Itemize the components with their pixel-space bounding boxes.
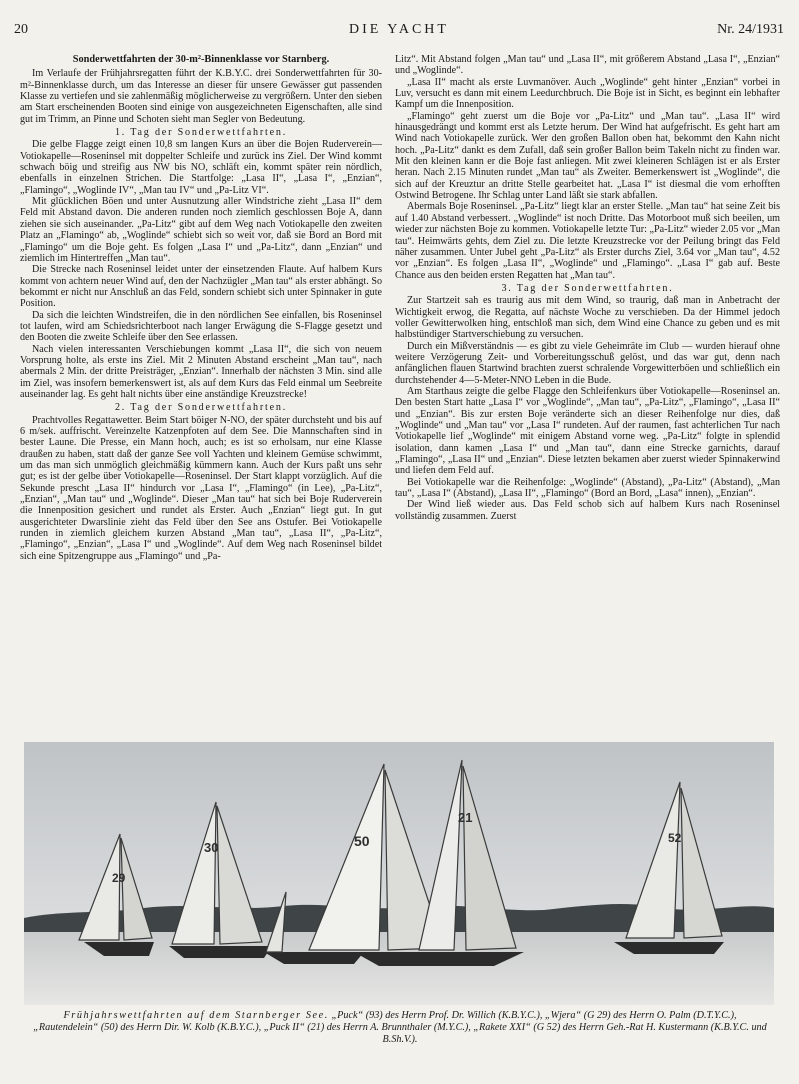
regatta-photo xyxy=(24,742,774,1005)
paragraph: Am Starthaus zeigte die gelbe Flagge den Schleifenkurs über Votiokapelle—Roseninsel an. Den besten Start hatte „Lasa I“ vor „Woglinde“, „Man tau“, „Pa-Litz“, „Flamingo“, „Lasa II“ und „Enzian“. Bis zur ersten Boje veränderte sich an dieser Reihenfolge nur dies, daß „Woglinde“ und „Man tau“ vor „Lasa I“ rundeten. Auf der raumen, fast achterlichen Tur nach Votiokapelle lief „Woglinde“ mit einigem Abstand vorne weg. „Pa-Litz“ folgte in splendid isolation, dann kamen „Lasa I“ und „Man tau“, dann eine Strecke garnichts, darauf „Flamingo“, „Lasa II“ und „Enzian“. Diese letzten bekamen aber zuerst wieder Spinnakerwind und liefen dem Feld auf. xyxy=(395,385,780,477)
sail-number: 29 xyxy=(112,871,126,885)
section-heading-day-2: 2. Tag der Sonderwettfahrten. xyxy=(114,402,288,414)
caption-lead: Frühjahrswettfahrten auf dem Starnberger See. xyxy=(63,1010,329,1021)
paragraph: „Flamingo“ geht zuerst um die Boje vor „Pa-Litz“ und „Man tau“. „Lasa II“ wird hinausgedrängt und kommt erst als Letzte herum. Der Wind hat aufgefrischt. Es geht hart am Wind nach Votiokapelle zurück. Wer den großen Ballon oben hat, bekommt den Kahn nicht hoch. „Pa-Litz“ dankt es dem Zufall, daß sein großer Ballon beim Takeln nicht zu finden war. Mit den kleinen kann er die Boje fast anliegen. Mit zwei kleineren Schlägen ist er als Erster heran. Nach 2.15 Minuten rundet „Man tau“ als Zweiter. Bemerkenswert ist „Woglinde“, die sich auf der Kreuztur an dritte Stelle gearbeitet hat. „Lasa I“ ist diesmal die vom erhofften Ostwind Betrogene. Ihr Schlag unter Land läßt sie stark abfallen. xyxy=(395,110,780,202)
sail-number: 30 xyxy=(204,840,219,855)
paragraph: Prachtvolles Regattawetter. Beim Start böiger N-NO, der später durchsteht und bis auf 6 m/sek. auffrischt. Vereinzelte Katzenpfoten auf dem See. Die Mannschaften sind in bester Laune. Die Presse, ein Mann hoch, auch; es ist so erholsam, nur eine Klasse draußen zu haben, statt daß der ganze See voll Yachten und kleinem Gemüse schwimmt, um das man sich unmöglich gleichmäßig kümmern kann. Auch der Kurs paßt uns sehr gut; es ist der gelbe über Votiokapelle—Roseninsel. Der Start klappt vorzüglich. Auf die Sekunde prescht „Lasa II“ hindurch vor „Lasa I“, „Flamingo“ (in Lee), „Pa-Litz“, „Enzian“, „Man tau“ und „Woglinde“. Dieser „Man tau“ hat sich bei Boje Ruderverein die Innenposition gesichert und rundet als Erster. Auch „Enzian“ liegt gut. In gut ausgerichteter Dwarslinie zieht das Feld über den See ans Ostufer. Bei Votiokapelle runden in ziemlich gleichem kurzen Abstand „Man tau“, „Lasa II“, „Pa-Litz“, „Flamingo“, „Enzian“, „Lasa I“ und „Woglinde“. Auf dem Weg nach Roseninsel bildet sich eine Spitzengruppe aus „Flamingo“ und „Pa- xyxy=(20,414,382,562)
article-column-left xyxy=(20,54,382,734)
article-title: Sonderwettfahrten der 30-m²-Binnenklasse vor Starnberg. xyxy=(72,54,330,65)
paragraph: Der Wind ließ wieder aus. Das Feld schob sich auf halbem Kurs nach Roseninsel vollständig zusammen. Zuerst xyxy=(395,499,780,522)
paragraph: Die gelbe Flagge zeigt einen 10,8 sm langen Kurs an über die Bojen Rudervereín—Votiokapelle—Roseninsel mit doppelter Schleife und zurück ins Ziel. Der Wind kommt schwach böig und streifig aus NW bis NO, schläft ein, kommt später rein nördlich, ebenfalls in einzelnen Strichen. Die Startfolge: „Lasa II“, „Lasa I“, „Enzian“, „Flamingo“, „Woglinde IV“, „Man tau IV“ und „Pa-Litz VI“. xyxy=(20,139,382,196)
sail-number: 52 xyxy=(668,831,682,845)
paragraph: Litz“. Mit Abstand folgen „Man tau“ und „Lasa II“, mit größerem Abstand „Lasa I“, „Enzian“ und „Woglinde“. xyxy=(395,54,780,77)
sail-number: 50 xyxy=(354,833,370,849)
paragraph: Nach vielen interessanten Verschiebungen kommt „Lasa II“, die sich von neuem Vorsprung holte, als erste ins Ziel. Mit 2 Minuten Abstand erscheint „Man tau“, nach abermals 2 Min. der dritte Preisträger, „Enzian“. Innerhalb der nächsten 3 Min. sind alle im Ziel, was insofern bemerkenswert ist, als auf dem Kurs das Feld einmal um Seebreite auseinander lag. Es geht halt nichts über eine anständige Kreuzstrecke! xyxy=(20,343,382,400)
paragraph: Durch ein Mißverständnis — es gibt zu viele Geheimräte im Club — wurden hierauf ohne weitere Verzögerung Zeit- und Vorbereitungsschuß gelöst, und das war gut, denn nach anfänglichen flauen Startwind brachten zuerst schralende Vorgewitterböen und schließlich ein durchstehender 4—5-Meter-NNO Leben in die Bude. xyxy=(395,340,780,386)
page-number: 20 xyxy=(14,22,28,37)
caption-text: „Puck“ (93) des Herrn Prof. Dr. Willich (K.B.Y.C.), „Wjera“ (G 29) des Herrn O. Palm (D.T.Y.C.), „Rautendelein“ (50) des Herrn Dir. W. Kolb (K.B.Y.C.), „Puck II“ (21) des Herrn A. Brunnthaler (M.Y.C.), „Rakete XXI“ (G 52) des Herrn Geh.-Rat H. Kustermann (K.B.Y.C. und B.Sh.V.). xyxy=(33,1010,767,1045)
paragraph: Da sich die leichten Windstreifen, die in den nördlichen See einfallen, bis Roseninsel tot laufen, wird am Schiedsrichterboot nach langer Erwägung die S-Flagge gesetzt und den Booten die zweite Schleife über den See erlassen. xyxy=(20,309,382,344)
article-column-right xyxy=(395,54,780,736)
photo-caption xyxy=(30,1010,770,1046)
paragraph: Zur Startzeit sah es traurig aus mit dem Wind, so traurig, daß man in Anbetracht der Wichtigkeit erwog, die Regatta, auf nächste Woche zu verschieben. Da der Himmel jedoch voller Gewitterwolken hing, entschloß man sich, dem Wind eine Chance zu geben und es mit halbstündiger Startverschiebung zu versuchen. xyxy=(395,295,780,341)
paragraph: Mit glücklichen Böen und unter Ausnutzung aller Windstriche zieht „Lasa II“ dem Feld mit Abstand davon. Die anderen runden noch ziemlich geschlossen Boje A, dann ziehen sie sich auseinander. „Pa-Litz“ gibt auf dem Weg nach Votiokapelle den zweiten Platz an „Flamingo“ ab, „Woglinde“ schiebt sich so weit vor, daß sie Bord an Bord mit „Flamingo“ um die Boje geht. Es folgen „Lasa I“ und „Pa-Litz“, dann „Enzian“ und ziemlich im Hintertreffen „Man tau“. xyxy=(20,196,382,264)
paragraph: Bei Votiokapelle war die Reihenfolge: „Woglinde“ (Abstand), „Pa-Litz“ (Abstand), „Man tau“, „Lasa I“ (Abstand), „Lasa II“, „Flamingo“ (Bord an Bord, „Lasa“ innen), „Enzian“. xyxy=(395,476,780,500)
section-heading-day-3: 3. Tag der Sonderwettfahrten. xyxy=(501,282,674,294)
magazine-title: DIE YACHT xyxy=(349,22,449,37)
paragraph: „Lasa II“ macht als erste Luvmanöver. Auch „Woglinde“ geht hinter „Enzian“ vorbei in Luv, versucht es dann mit einem Leedurchbruch. Die Boje ist in Sicht, es beginnt ein lebhafter Kampf um die Innenposition. xyxy=(395,76,780,111)
article-intro: Im Verlaufe der Frühjahrsregatten führt der K.B.Y.C. drei Sonderwettfahrten für 30-m²-Binnenklasse durch, um das Interesse an dieser für unsere Gewässer gut passenden Klasse zu vertiefen und sie zahlenmäßig möglicherweise zu vergrößern. Unter den sieben am Start erscheinenden Booten sind einige von ausgezeichneten Eigenschaften, alle sind gut im Trimm, an Pinne und Schoten sieht man Segler von Bedeutung. xyxy=(20,68,382,125)
page-header xyxy=(14,22,784,42)
issue-number: Nr. 24/1931 xyxy=(717,22,784,37)
regatta-photo-illustration xyxy=(24,742,774,1005)
section-heading-day-1: 1. Tag der Sonderwettfahrten. xyxy=(114,127,288,139)
sail-number: 21 xyxy=(458,810,473,825)
paragraph: Abermals Boje Roseninsel. „Pa-Litz“ liegt klar an erster Stelle. „Man tau“ hat seine Zeit bis auf 1.40 Abstand verbessert. „Woglinde“ ist noch Dritte. Das Motorboot muß sich beeilen, um wieder zur nächsten Boje zu kommen. Votiokapelle letzte Tur: „Pa-Litz“ wieder 2.05 vor „Man tau“. Heimwärts gehts, dem Ziel zu. Die letzte Kreuzstrecke vor der Peilung bringt das Feld näher zusammen. Unter Jubel geht „Pa-Litz“ als Erster durchs Ziel, 3.64 vor „Man tau“, 4.52 vor „Enzian“. Es folgen „Lasa II“, „Woglinde“ und „Flamingo“. „Lasa I“ gab auf. Beste Chance aus den beiden ersten Regatten hat „Man tau“. xyxy=(395,201,780,281)
paragraph: Die Strecke nach Roseninsel leidet unter der einsetzenden Flaute. Auf halbem Kurs kommt von achtern neuer Wind auf, den der Nachzügler „Man tau“ als erster abhängt. So bekommt er nicht nur Anschluß an das Feld, sondern schiebt sich unter Spinnaker in gute Position. xyxy=(20,264,382,310)
